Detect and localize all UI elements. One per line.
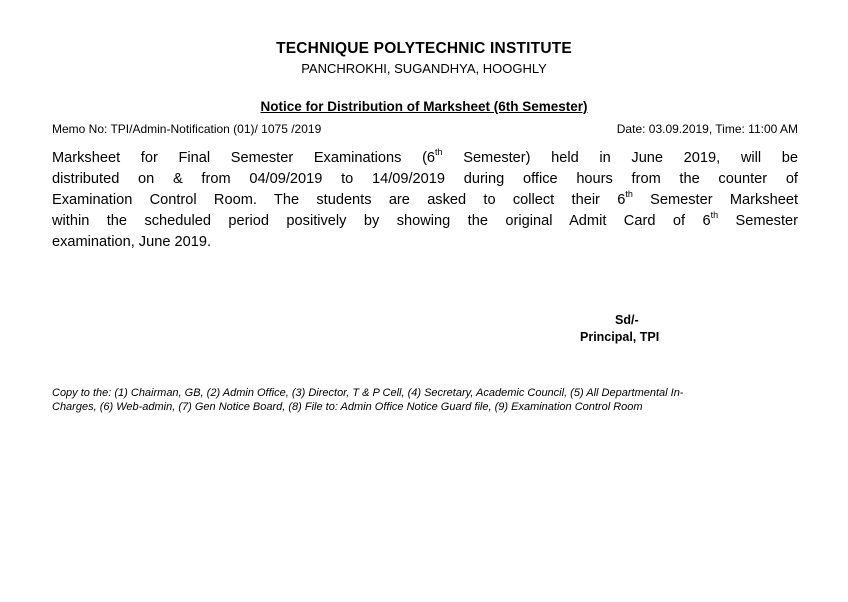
memo-date-time: Date: 03.09.2019, Time: 11:00 AM [616, 122, 798, 136]
signature-designation: Principal, TPI [580, 330, 660, 344]
body-line-1-part-b: Semester) held in June 2019, will be [442, 150, 798, 166]
copy-to-line-2: Charges, (6) Web-admin, (7) Gen Notice Board, (8) File to: Admin Office Notice Guard file, (9) Examination Control Room [52, 401, 643, 413]
body-line-1-superscript: th [435, 147, 443, 158]
body-line-1-part-a: Marksheet for Final Semester Examinations (6 [52, 150, 436, 166]
body-line-2: distributed on & from 04/09/2019 to 14/09/2019 during office hours from the counter of [52, 171, 798, 187]
body-line-4-part-b: Semester [718, 213, 798, 229]
notice-title: Notice for Distribution of Marksheet (6th Semester) [260, 99, 588, 114]
body-line-3-part-a: Examination Control Room. The students are asked to collect their 6 [52, 192, 626, 208]
signature-sd: Sd/- [615, 313, 639, 327]
body-line-4 [52, 211, 798, 232]
institute-address: PANCHROKHI, SUGANDHYA, HOOGHLY [301, 61, 547, 76]
body-line-3-superscript: th [625, 189, 633, 200]
notice-body [52, 148, 798, 253]
institute-name: TECHNIQUE POLYTECHNIC INSTITUTE [276, 40, 572, 57]
copy-to-line-1: Copy to the: (1) Chairman, GB, (2) Admin Office, (3) Director, T & P Cell, (4) Secretary, Academic Council, (5) All Departmental In- [52, 387, 684, 399]
body-line-3-part-b: Semester Marksheet [632, 192, 798, 208]
body-line-1 [52, 148, 798, 169]
body-line-4-part-a: within the scheduled period positively by showing the original Admit Card of 6 [52, 213, 711, 229]
body-line-3 [52, 190, 798, 211]
body-line-5: examination, June 2019. [52, 234, 212, 250]
memo-number: Memo No: TPI/Admin-Notification (01)/ 1075 /2019 [52, 122, 322, 136]
copy-to-list [52, 386, 802, 414]
body-line-4-superscript: th [710, 210, 719, 221]
